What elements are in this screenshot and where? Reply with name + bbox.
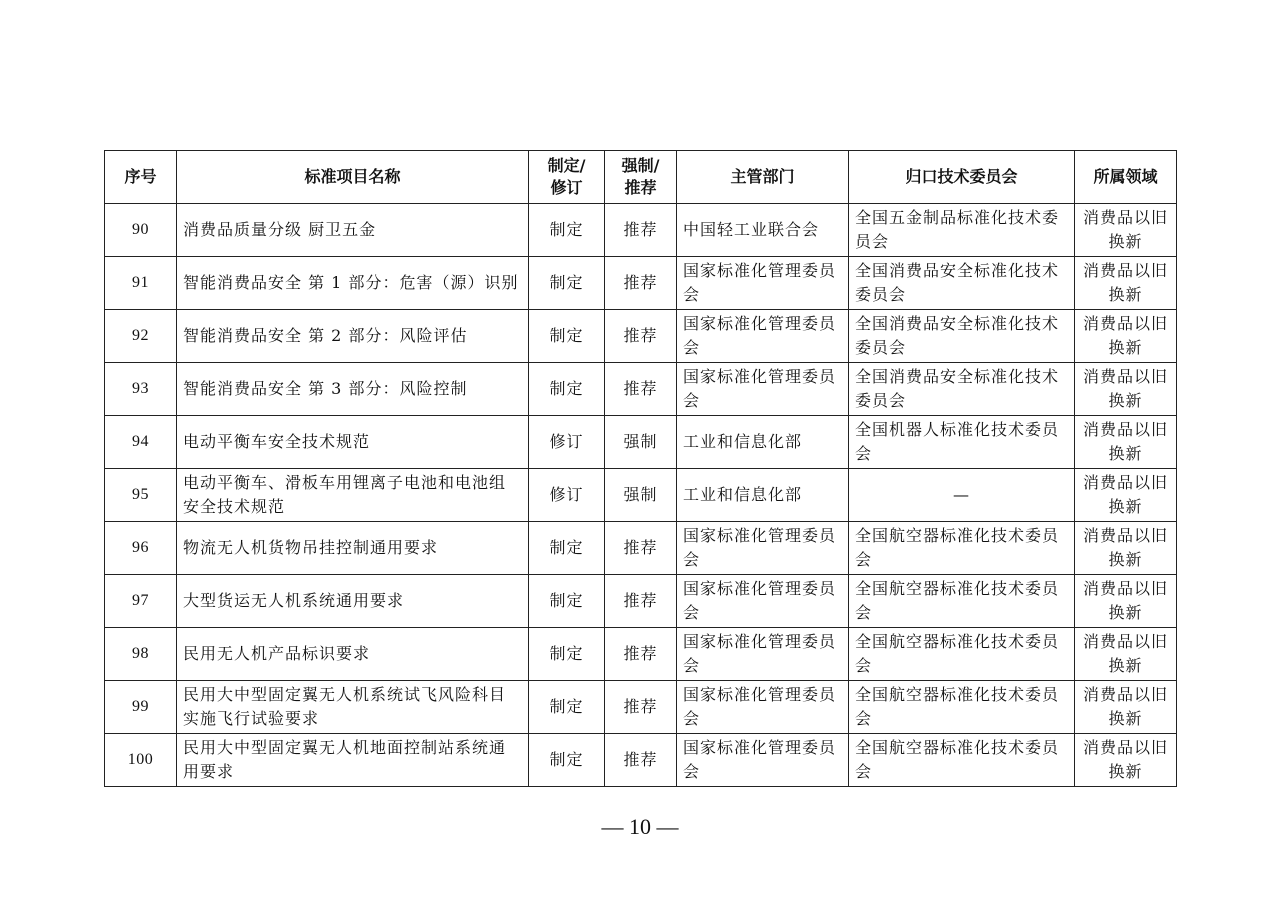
cell-name: 消费品质量分级 厨卫五金 bbox=[177, 204, 529, 257]
cell-type: 修订 bbox=[529, 416, 605, 469]
cell-dept: 国家标准化管理委员会 bbox=[677, 575, 849, 628]
cell-name: 智能消费品安全 第 2 部分：风险评估 bbox=[177, 310, 529, 363]
cell-nature: 推荐 bbox=[605, 257, 677, 310]
cell-domain: 消费品以旧换新 bbox=[1075, 257, 1177, 310]
cell-dept: 国家标准化管理委员会 bbox=[677, 257, 849, 310]
table-row bbox=[105, 204, 1177, 257]
cell-name: 智能消费品安全 第 1 部分：危害（源）识别 bbox=[177, 257, 529, 310]
cell-committee: 全国机器人标准化技术委员会 bbox=[849, 416, 1075, 469]
table-row bbox=[105, 416, 1177, 469]
cell-nature: 强制 bbox=[605, 416, 677, 469]
cell-domain: 消费品以旧换新 bbox=[1075, 310, 1177, 363]
cell-seq: 99 bbox=[105, 681, 177, 734]
cell-seq: 92 bbox=[105, 310, 177, 363]
cell-committee: 全国消费品安全标准化技术委员会 bbox=[849, 310, 1075, 363]
table-row bbox=[105, 575, 1177, 628]
cell-committee: 全国航空器标准化技术委员会 bbox=[849, 575, 1075, 628]
cell-type: 制定 bbox=[529, 310, 605, 363]
cell-domain: 消费品以旧换新 bbox=[1075, 681, 1177, 734]
cell-name: 电动平衡车、滑板车用锂离子电池和电池组 安全技术规范 bbox=[177, 469, 529, 522]
cell-committee: 全国消费品安全标准化技术委员会 bbox=[849, 257, 1075, 310]
cell-domain: 消费品以旧换新 bbox=[1075, 628, 1177, 681]
cell-dept: 国家标准化管理委员会 bbox=[677, 310, 849, 363]
table-row bbox=[105, 734, 1177, 787]
table-row bbox=[105, 310, 1177, 363]
cell-dept: 中国轻工业联合会 bbox=[677, 204, 849, 257]
cell-seq: 93 bbox=[105, 363, 177, 416]
cell-type: 制定 bbox=[529, 628, 605, 681]
cell-seq: 95 bbox=[105, 469, 177, 522]
cell-type: 制定 bbox=[529, 575, 605, 628]
cell-nature: 推荐 bbox=[605, 734, 677, 787]
standards-table bbox=[104, 150, 1177, 787]
table-row bbox=[105, 363, 1177, 416]
cell-seq: 98 bbox=[105, 628, 177, 681]
header-committee: 归口技术委员会 bbox=[849, 151, 1075, 204]
cell-domain: 消费品以旧换新 bbox=[1075, 575, 1177, 628]
page-number: — 10 — bbox=[601, 814, 679, 839]
cell-dept: 国家标准化管理委员会 bbox=[677, 628, 849, 681]
cell-type: 修订 bbox=[529, 469, 605, 522]
cell-committee: 全国航空器标准化技术委员会 bbox=[849, 734, 1075, 787]
cell-name: 民用大中型固定翼无人机系统试飞风险科目实施飞行试验要求 bbox=[177, 681, 529, 734]
cell-committee: 全国航空器标准化技术委员会 bbox=[849, 628, 1075, 681]
table-row bbox=[105, 257, 1177, 310]
header-seq: 序号 bbox=[105, 151, 177, 204]
cell-domain: 消费品以旧换新 bbox=[1075, 363, 1177, 416]
cell-type: 制定 bbox=[529, 734, 605, 787]
cell-nature: 推荐 bbox=[605, 575, 677, 628]
cell-name: 智能消费品安全 第 3 部分：风险控制 bbox=[177, 363, 529, 416]
cell-name: 大型货运无人机系统通用要求 bbox=[177, 575, 529, 628]
cell-seq: 91 bbox=[105, 257, 177, 310]
cell-committee: — bbox=[849, 469, 1075, 522]
header-type: 制定/ 修订 bbox=[529, 151, 605, 204]
cell-name: 民用无人机产品标识要求 bbox=[177, 628, 529, 681]
cell-seq: 96 bbox=[105, 522, 177, 575]
header-nature: 强制/ 推荐 bbox=[605, 151, 677, 204]
cell-committee: 全国航空器标准化技术委员会 bbox=[849, 681, 1075, 734]
cell-domain: 消费品以旧换新 bbox=[1075, 469, 1177, 522]
cell-name: 物流无人机货物吊挂控制通用要求 bbox=[177, 522, 529, 575]
cell-committee: 全国消费品安全标准化技术委员会 bbox=[849, 363, 1075, 416]
header-name: 标准项目名称 bbox=[177, 151, 529, 204]
table-row bbox=[105, 681, 1177, 734]
cell-type: 制定 bbox=[529, 363, 605, 416]
cell-dept: 工业和信息化部 bbox=[677, 469, 849, 522]
cell-dept: 国家标准化管理委员会 bbox=[677, 363, 849, 416]
cell-dept: 工业和信息化部 bbox=[677, 416, 849, 469]
cell-nature: 推荐 bbox=[605, 522, 677, 575]
cell-seq: 94 bbox=[105, 416, 177, 469]
cell-seq: 97 bbox=[105, 575, 177, 628]
cell-type: 制定 bbox=[529, 204, 605, 257]
table-row bbox=[105, 469, 1177, 522]
cell-seq: 100 bbox=[105, 734, 177, 787]
cell-committee: 全国航空器标准化技术委员会 bbox=[849, 522, 1075, 575]
header-domain: 所属领域 bbox=[1075, 151, 1177, 204]
cell-type: 制定 bbox=[529, 257, 605, 310]
cell-name: 民用大中型固定翼无人机地面控制站系统通用要求 bbox=[177, 734, 529, 787]
cell-nature: 推荐 bbox=[605, 310, 677, 363]
cell-seq: 90 bbox=[105, 204, 177, 257]
cell-dept: 国家标准化管理委员会 bbox=[677, 681, 849, 734]
cell-dept: 国家标准化管理委员会 bbox=[677, 734, 849, 787]
cell-nature: 推荐 bbox=[605, 681, 677, 734]
cell-committee: 全国五金制品标准化技术委员会 bbox=[849, 204, 1075, 257]
cell-nature: 强制 bbox=[605, 469, 677, 522]
header-dept: 主管部门 bbox=[677, 151, 849, 204]
cell-nature: 推荐 bbox=[605, 363, 677, 416]
cell-nature: 推荐 bbox=[605, 204, 677, 257]
table-body bbox=[105, 204, 1177, 787]
cell-domain: 消费品以旧换新 bbox=[1075, 522, 1177, 575]
cell-type: 制定 bbox=[529, 681, 605, 734]
cell-nature: 推荐 bbox=[605, 628, 677, 681]
cell-domain: 消费品以旧换新 bbox=[1075, 734, 1177, 787]
cell-type: 制定 bbox=[529, 522, 605, 575]
cell-name: 电动平衡车安全技术规范 bbox=[177, 416, 529, 469]
table-row bbox=[105, 628, 1177, 681]
cell-domain: 消费品以旧换新 bbox=[1075, 204, 1177, 257]
table-row bbox=[105, 522, 1177, 575]
cell-dept: 国家标准化管理委员会 bbox=[677, 522, 849, 575]
table-header-row bbox=[105, 151, 1177, 204]
cell-domain: 消费品以旧换新 bbox=[1075, 416, 1177, 469]
